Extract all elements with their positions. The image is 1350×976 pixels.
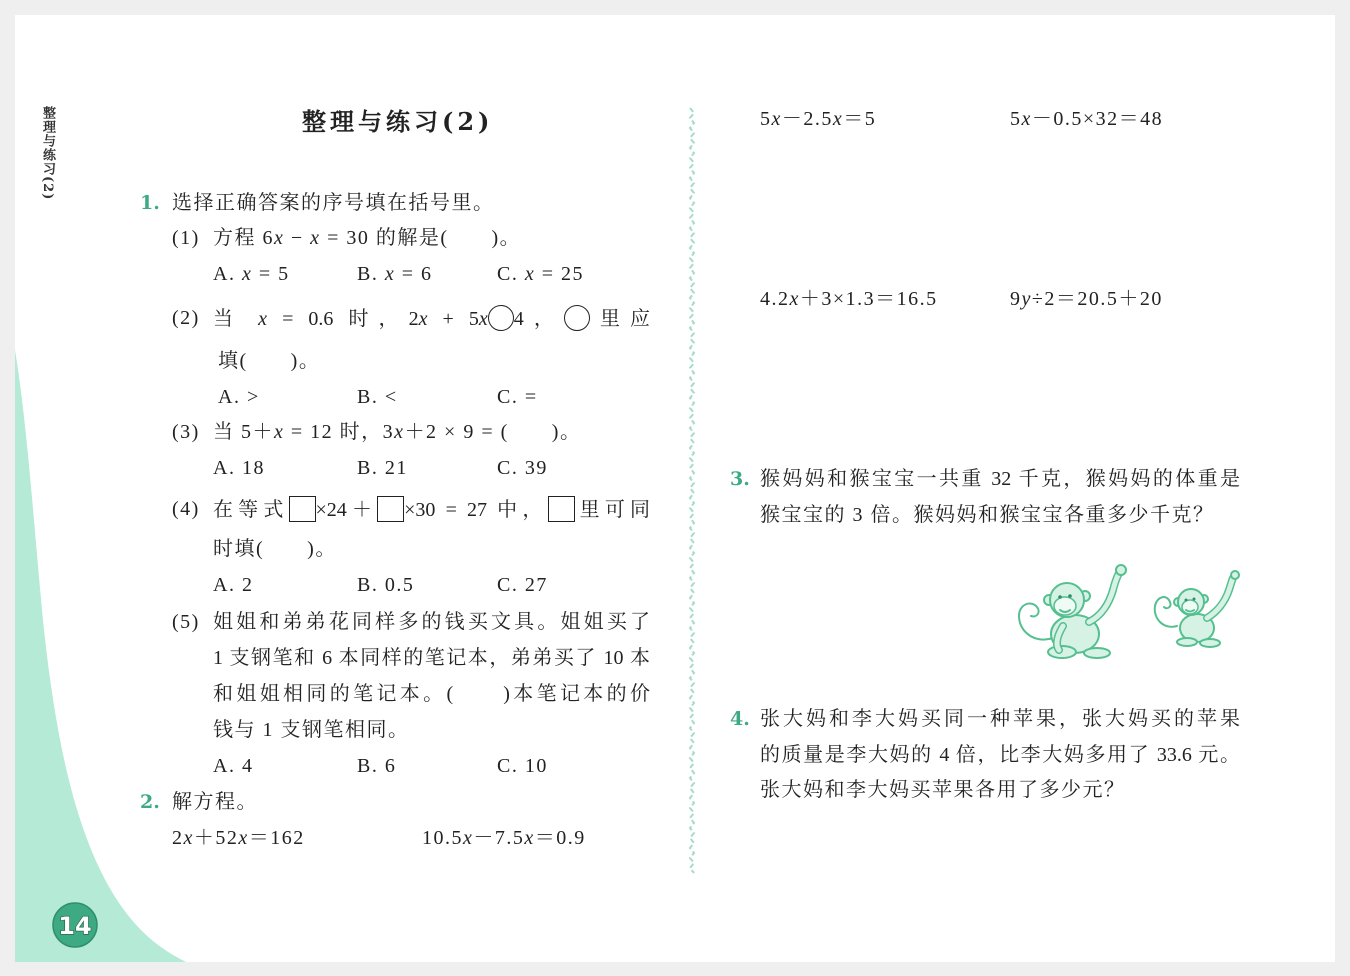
q2-number: 2. [140, 791, 160, 813]
q1-part1-option-b: B. x = 6 [357, 263, 433, 285]
q1-part3-option-a: A. 18 [213, 457, 265, 479]
answer-box [377, 496, 404, 522]
page-title: 整理与练习(2) [302, 107, 494, 136]
q1-part5-line2: 1 支钢笔和 6 本同样的笔记本，弟弟买了 10 本 [213, 647, 650, 669]
q1-part1-option-a: A. x = 5 [213, 263, 290, 285]
equation-6: 9y÷2＝20.5＋20 [1010, 288, 1163, 310]
column-divider [690, 108, 694, 873]
mint-corner-shape [15, 350, 186, 962]
q1-part2-line1 [213, 305, 650, 332]
equation-2: 10.5x－7.5x＝0.9 [422, 827, 586, 849]
q1-number: 1. [140, 192, 160, 214]
q1-part3-text: 当 5＋x = 12 时，3x＋2 × 9 = ( )。 [213, 421, 582, 443]
q1-part5-line1: 姐姐和弟弟花同样多的钱买文具。姐姐买了 [213, 611, 650, 633]
q1-part2-option-a: A. > [218, 386, 260, 408]
q1-part2-label: (2) [172, 307, 200, 329]
q1-part4-text-d: 里可同 [574, 499, 651, 521]
q1-part2-text-c: 里应 [589, 308, 651, 330]
q1-part4-text-c: ×30 = 27 中， [404, 499, 548, 521]
q2-prompt: 解方程。 [172, 791, 258, 813]
q1-part5-label: (5) [172, 611, 200, 633]
page-number-badge [53, 903, 97, 947]
q1-part5-option-c: C. 10 [497, 755, 548, 777]
q4-line2: 的质量是李大妈的 4 倍，比李大妈多用了 33.6 元。 [760, 744, 1240, 766]
answer-box [548, 496, 575, 522]
q1-prompt: 选择正确答案的序号填在括号里。 [172, 192, 495, 214]
q1-part1-option-c: C. x = 25 [497, 263, 585, 285]
monkey-illustration [1005, 560, 1245, 665]
q1-part3-option-b: B. 21 [357, 457, 408, 479]
q1-part2-text-a: 当 x = 0.6 时，2x + 5x [213, 308, 488, 330]
monkey-mother-illustration [1019, 565, 1126, 658]
q4-line3: 张大妈和李大妈买苹果各用了多少元？ [760, 779, 1126, 801]
answer-circle [488, 305, 514, 331]
equation-5: 4.2x＋3×1.3＝16.5 [760, 288, 938, 310]
q1-part2-line2: 填( )。 [218, 350, 321, 372]
q1-part3-option-c: C. 39 [497, 457, 548, 479]
q1-part4-option-c: C. 27 [497, 574, 548, 596]
equation-1: 2x＋52x＝162 [172, 827, 305, 849]
q1-part1-text: 方程 6x − x = 30 的解是( )。 [213, 227, 522, 249]
answer-box [289, 496, 316, 522]
equation-4: 5x－0.5×32＝48 [1010, 108, 1164, 130]
q3-number: 3. [730, 468, 750, 490]
q1-part5-line3: 和姐姐相同的笔记本。( )本笔记本的价 [213, 683, 650, 705]
q3-line2: 猴宝宝的 3 倍。猴妈妈和猴宝宝各重多少千克？ [760, 504, 1215, 526]
q1-part4-line1 [213, 496, 650, 523]
q1-part3-label: (3) [172, 421, 200, 443]
q1-part4-text-a: 在等式 [213, 499, 289, 521]
q4-line1: 张大妈和李大妈买同一种苹果，张大妈买的苹果 [760, 708, 1240, 730]
page-number: 14 [58, 912, 92, 940]
q1-part4-label: (4) [172, 498, 200, 520]
equation-3: 5x－2.5x＝5 [760, 108, 877, 130]
q3-line1: 猴妈妈和猴宝宝一共重 32 千克，猴妈妈的体重是 [760, 468, 1240, 490]
q1-part2-option-b: B. < [357, 386, 398, 408]
answer-circle [564, 305, 590, 331]
q1-part4-text-b: ×24＋ [315, 499, 378, 521]
monkey-baby-illustration [1155, 571, 1239, 647]
q1-part2-text-b: 4， [513, 308, 564, 330]
q4-number: 4. [730, 708, 750, 730]
q1-part4-option-b: B. 0.5 [357, 574, 415, 596]
q1-part5-option-b: B. 6 [357, 755, 397, 777]
side-section-tab: 整理与练习(2) [40, 106, 55, 201]
q1-part4-line2: 时填( )。 [213, 538, 337, 560]
q1-part5-option-a: A. 4 [213, 755, 254, 777]
q1-part1-label: (1) [172, 227, 200, 249]
q1-part5-line4: 钱与 1 支钢笔相同。 [213, 719, 410, 741]
q1-part2-option-c: C. = [497, 386, 538, 408]
q1-part4-option-a: A. 2 [213, 574, 254, 596]
